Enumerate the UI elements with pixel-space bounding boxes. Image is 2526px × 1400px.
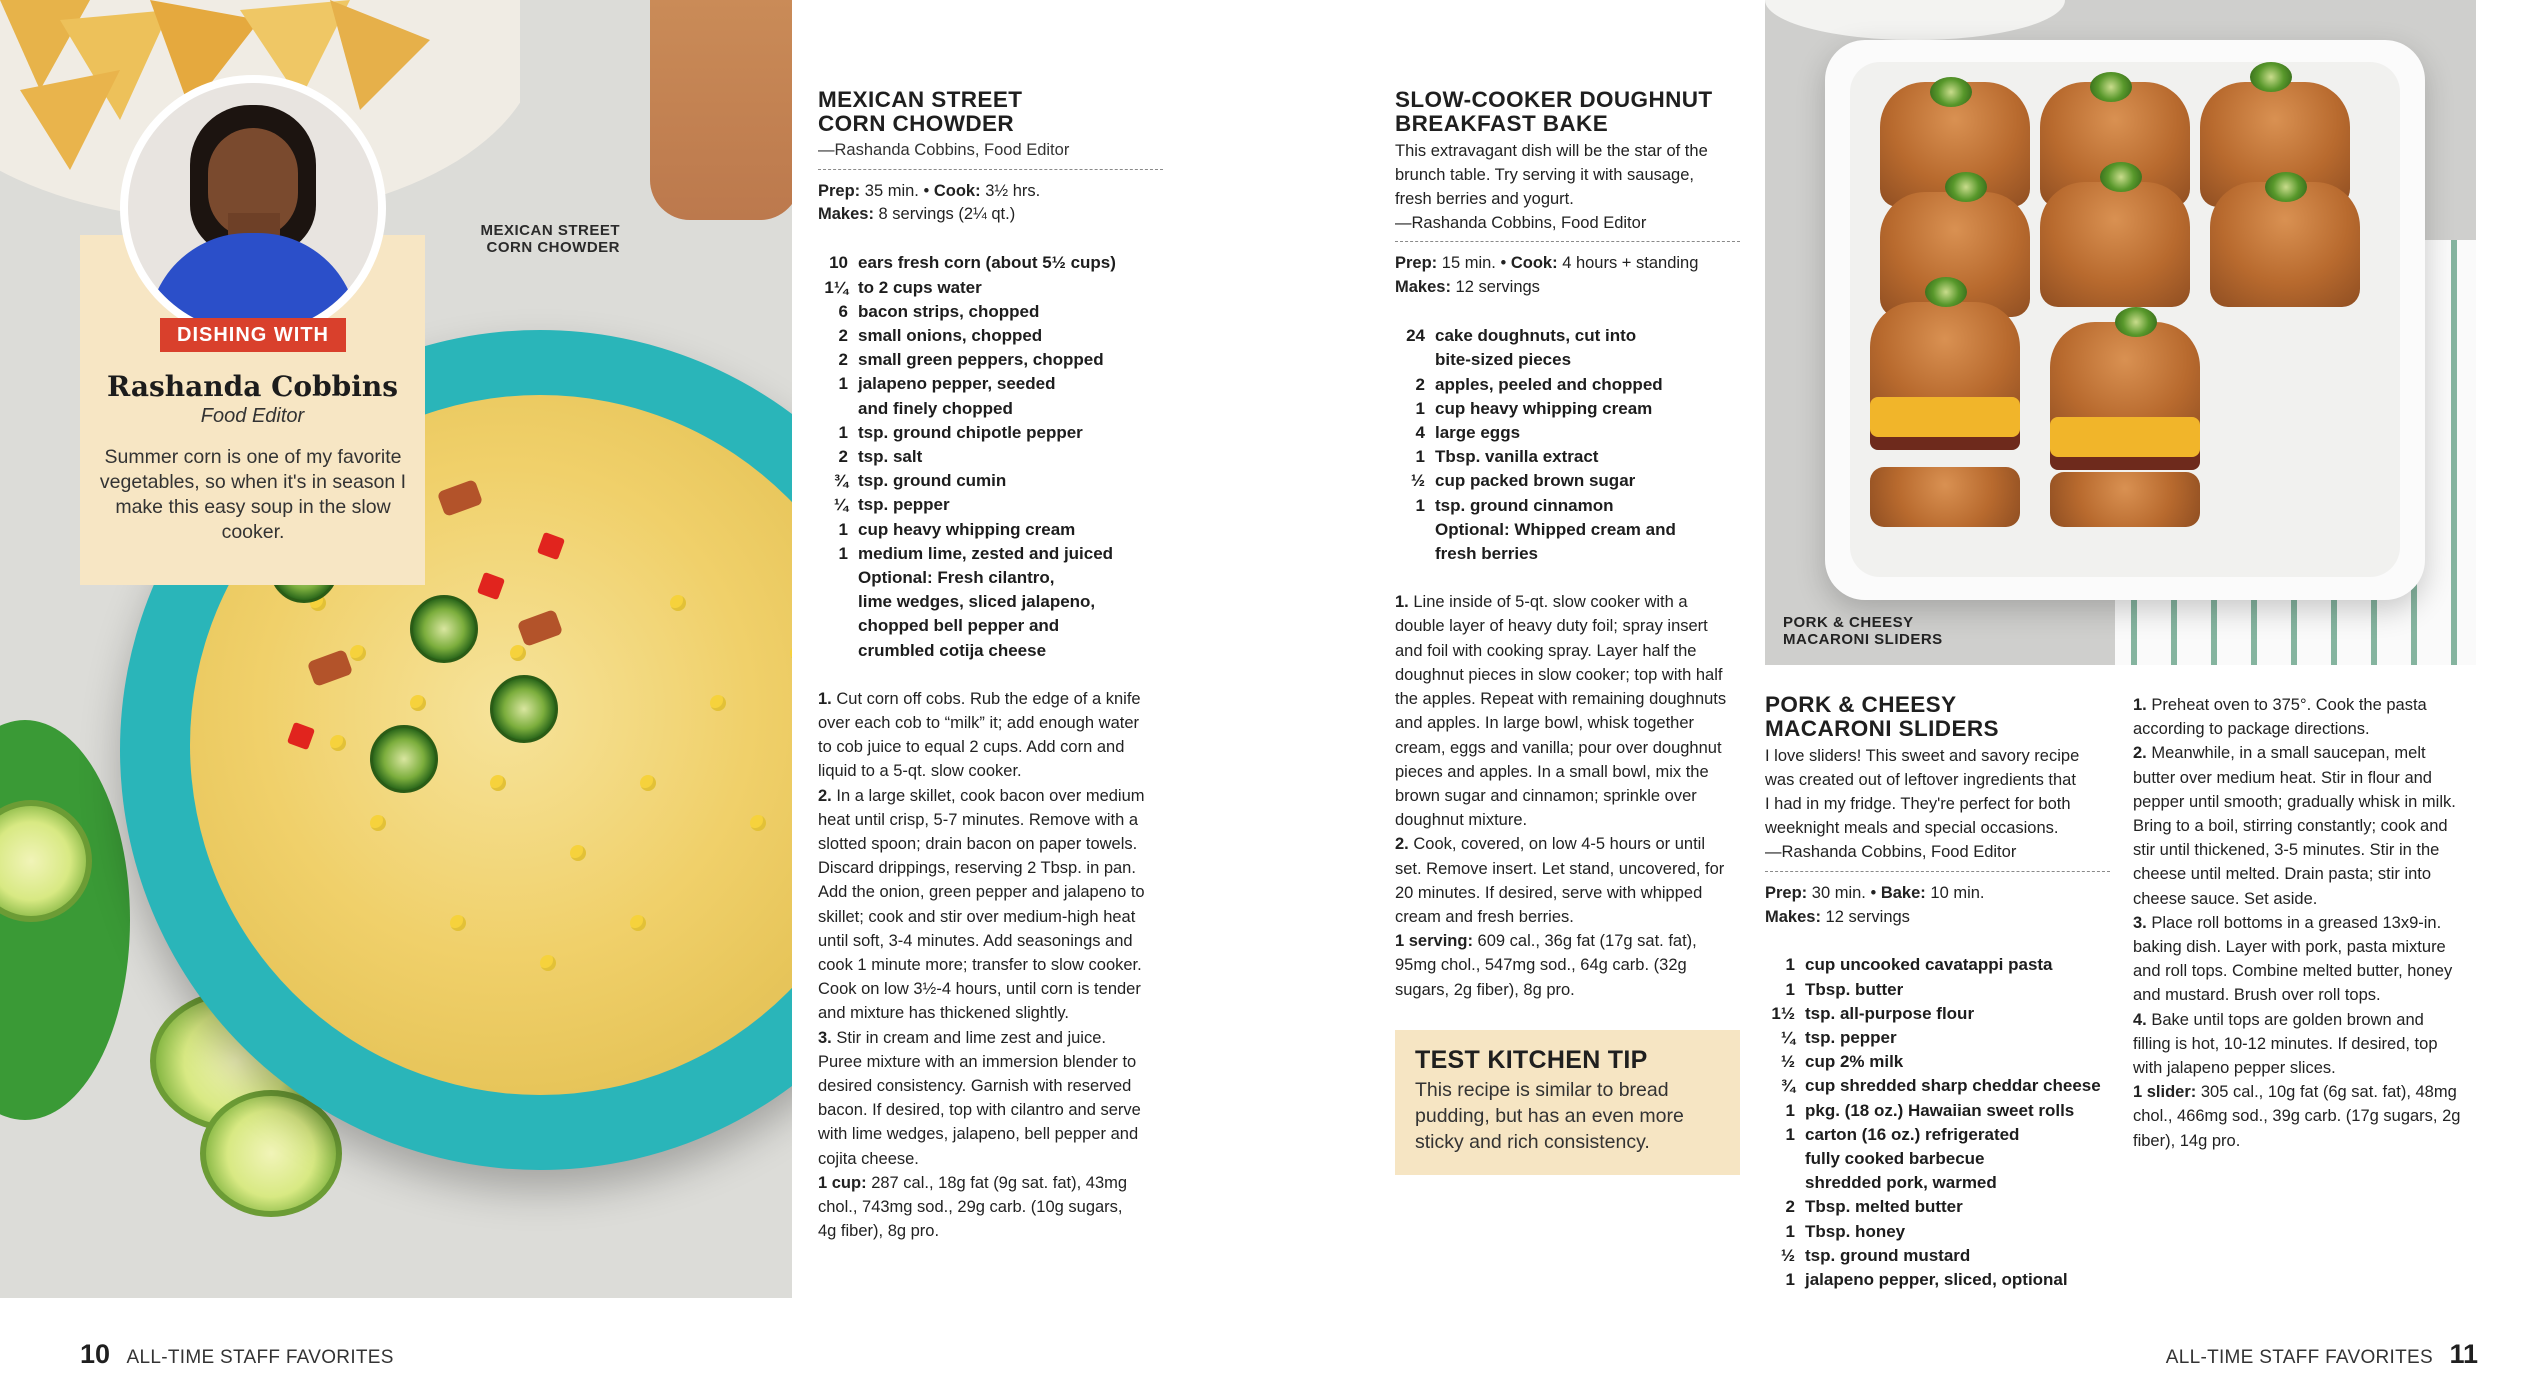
step-line bbox=[818, 856, 1163, 880]
recipe-steps bbox=[2133, 693, 2478, 1080]
step-text: 20 minutes. If desired, serve with whipped bbox=[1395, 883, 1703, 902]
ingredient-qty: ¼ bbox=[833, 495, 848, 515]
step-text: Cook, covered, on low 4-5 hours or until bbox=[1413, 835, 1706, 854]
recipe-pork-sliders bbox=[1765, 693, 2110, 1292]
ingredient-text: crumbled cotija cheese bbox=[858, 640, 1047, 660]
ingredient-text: cup heavy whipping cream bbox=[858, 519, 1076, 539]
ingredient-qty: ½ bbox=[1780, 1245, 1795, 1265]
step-line bbox=[1395, 857, 1740, 881]
ingredient-qty bbox=[1765, 1147, 1805, 1171]
editor-name: Rashanda Cobbins bbox=[106, 370, 399, 403]
ingredient-row bbox=[1765, 1002, 2125, 1026]
divider bbox=[1765, 871, 2110, 872]
step-line bbox=[818, 687, 1163, 711]
recipe-pork-sliders-directions bbox=[2133, 693, 2478, 1153]
step-line bbox=[818, 1098, 1163, 1122]
ingredient-row bbox=[818, 276, 1163, 300]
ingredient-qty: 1 bbox=[1785, 979, 1795, 999]
step-line bbox=[2133, 1008, 2478, 1032]
avatar bbox=[128, 83, 378, 333]
ingredient-text: carton (16 oz.) refrigerated bbox=[1805, 1124, 2020, 1144]
step-text: double layer of heavy duty foil; spray insert bbox=[1395, 617, 1708, 636]
ingredient-row bbox=[1765, 1244, 2125, 1268]
step-line bbox=[1395, 832, 1740, 856]
ingredient-list bbox=[1765, 953, 2125, 1292]
ingredient-qty bbox=[818, 639, 858, 663]
ingredient-qty: 4 bbox=[1415, 423, 1425, 443]
page-number: 10 bbox=[80, 1339, 111, 1369]
ingredient-qty: 1¼ bbox=[824, 277, 848, 297]
step-line bbox=[1395, 614, 1740, 638]
ingredient-qty bbox=[1395, 518, 1435, 542]
step-line bbox=[818, 977, 1163, 1001]
dishing-with-badge: DISHING WITH bbox=[160, 318, 346, 352]
step-line bbox=[1395, 881, 1740, 905]
ingredient-qty: 1 bbox=[838, 422, 848, 442]
ingredient-text: and finely chopped bbox=[858, 398, 1013, 418]
ingredient-text: Tbsp. melted butter bbox=[1805, 1197, 1963, 1217]
ingredient-row bbox=[1395, 373, 1740, 397]
ingredient-text: cup shredded sharp cheddar cheese bbox=[1805, 1076, 2101, 1096]
ingredient-row bbox=[1765, 1099, 2125, 1123]
step-text: and roll tops. Combine melted butter, honey bbox=[2133, 962, 2453, 981]
ingredient-text: tsp. salt bbox=[858, 446, 923, 466]
step-text: filling is hot, 10-12 minutes. If desired, top bbox=[2133, 1034, 2438, 1053]
step-line bbox=[818, 953, 1163, 977]
ingredient-text: Optional: Fresh cilantro, bbox=[858, 568, 1055, 587]
ingredient-text: fresh berries bbox=[1435, 544, 1538, 564]
step-line bbox=[1395, 711, 1740, 735]
step-text: doughnut pieces in slow cooker; top with half bbox=[1395, 665, 1723, 684]
ingredient-row bbox=[1765, 1026, 2125, 1050]
ingredient-row bbox=[1395, 397, 1740, 421]
ingredient-row bbox=[818, 639, 1163, 663]
step-text: doughnut mixture. bbox=[1395, 811, 1528, 830]
recipe-corn-chowder bbox=[818, 88, 1163, 1243]
step-text: In a large skillet, cook bacon over medium bbox=[836, 786, 1145, 805]
step-line bbox=[818, 1122, 1163, 1146]
step-line bbox=[2133, 741, 2478, 765]
step-line bbox=[2133, 766, 2478, 790]
ingredient-qty: 2 bbox=[838, 446, 848, 466]
ingredient-row bbox=[818, 251, 1163, 275]
step-text: cojita cheese. bbox=[818, 1149, 919, 1168]
step-line bbox=[1395, 760, 1740, 784]
step-text: Place roll bottoms in a greased 13x9-in. bbox=[2151, 913, 2442, 932]
ingredient-qty: 2 bbox=[1415, 374, 1425, 394]
ingredient-text: to 2 cups water bbox=[858, 277, 982, 297]
ingredient-text: cup 2% milk bbox=[1805, 1052, 1904, 1072]
recipe-intro: I love sliders! This sweet and savory recipe was created out of leftover ingredients that I had in my fridge. They're perfect for both weeknight meals and special occasions. —Rashanda Cobbins, Food Editor bbox=[1765, 746, 2080, 862]
step-line bbox=[818, 905, 1163, 929]
tip-text: This recipe is similar to bread pudding, but has an even more sticky and rich consistency. bbox=[1415, 1079, 1684, 1153]
recipe-title: MEXICAN STREET CORN CHOWDER bbox=[818, 87, 1023, 137]
step-line bbox=[818, 1001, 1163, 1025]
ingredient-row bbox=[1765, 1171, 2125, 1195]
step-text: cheese sauce. Set aside. bbox=[2133, 889, 2318, 908]
step-text: Cut corn off cobs. Rub the edge of a knife bbox=[836, 689, 1141, 708]
step-text: pepper until smooth; gradually whisk in milk. bbox=[2133, 792, 2456, 811]
ingredient-qty bbox=[1395, 348, 1435, 372]
ingredient-text: shredded pork, warmed bbox=[1805, 1173, 1997, 1193]
footer-right bbox=[2166, 1339, 2478, 1370]
step-text: and foil with cooking spray. Layer half the bbox=[1395, 641, 1697, 660]
step-text: baking dish. Layer with pork, pasta mixture bbox=[2133, 938, 2446, 957]
ingredient-row bbox=[1765, 1195, 2125, 1219]
ingredient-qty: 2 bbox=[838, 350, 848, 370]
step-line bbox=[818, 832, 1163, 856]
step-line bbox=[2133, 693, 2478, 717]
ingredient-text: cup packed brown sugar bbox=[1435, 471, 1636, 491]
tip-title: TEST KITCHEN TIP bbox=[1415, 1046, 1648, 1074]
step-line bbox=[2133, 790, 2478, 814]
step-text: and mustard. Brush over roll tops. bbox=[2133, 986, 2381, 1005]
step-number: 1. bbox=[818, 689, 832, 708]
ingredient-qty: 1½ bbox=[1771, 1003, 1795, 1023]
editor-quote: Summer corn is one of my favorite vegetables, so when it's in season I make this easy soup in the slow cooker. bbox=[99, 446, 407, 543]
ingredient-text: tsp. ground cumin bbox=[858, 471, 1007, 491]
step-text: brown sugar and cinnamon; sprinkle over bbox=[1395, 786, 1697, 805]
ingredient-row bbox=[1765, 978, 2125, 1002]
step-line bbox=[2133, 814, 2478, 838]
ingredient-list bbox=[818, 251, 1163, 662]
ingredient-text: tsp. ground chipotle pepper bbox=[858, 422, 1083, 442]
ingredient-qty: 2 bbox=[1785, 1197, 1795, 1217]
ingredient-row bbox=[1765, 1268, 2125, 1292]
ingredient-row bbox=[818, 566, 1163, 590]
step-text: and apples. In large bowl, whisk together bbox=[1395, 714, 1695, 733]
ingredient-qty: ¾ bbox=[833, 471, 848, 491]
ingredient-row bbox=[818, 614, 1163, 638]
step-text: with lime wedges, jalapeno, bell pepper and bbox=[818, 1125, 1139, 1144]
ingredient-qty: 10 bbox=[829, 253, 848, 273]
ingredient-row bbox=[1395, 494, 1740, 518]
ingredient-row bbox=[1395, 518, 1740, 542]
ingredient-text: bacon strips, chopped bbox=[858, 301, 1040, 321]
step-number: 1. bbox=[1395, 593, 1409, 612]
step-line bbox=[1395, 736, 1740, 760]
divider bbox=[1395, 241, 1740, 242]
ingredient-text: tsp. pepper bbox=[858, 495, 950, 515]
ingredient-row bbox=[1765, 953, 2125, 977]
step-text: cook 1 minute more; transfer to slow cooker. bbox=[818, 956, 1142, 975]
ingredient-qty: 1 bbox=[1785, 955, 1795, 975]
ingredient-text: Tbsp. honey bbox=[1805, 1221, 1906, 1241]
ingredient-text: apples, peeled and chopped bbox=[1435, 374, 1663, 394]
step-text: bacon. If desired, top with cilantro and serve bbox=[818, 1101, 1141, 1120]
ingredient-row bbox=[818, 421, 1163, 445]
ingredient-qty: 1 bbox=[1415, 398, 1425, 418]
recipe-title: SLOW-COOKER DOUGHNUT BREAKFAST BAKE bbox=[1395, 87, 1713, 137]
ingredient-text: Tbsp. butter bbox=[1805, 979, 1904, 999]
step-number: 3. bbox=[2133, 913, 2147, 932]
step-number: 4. bbox=[2133, 1010, 2147, 1029]
step-text: cheese until melted. Drain pasta; stir into bbox=[2133, 865, 2432, 884]
step-line bbox=[818, 1026, 1163, 1050]
ingredient-qty: 1 bbox=[838, 374, 848, 394]
ingredient-qty: 1 bbox=[1415, 495, 1425, 515]
ingredient-text: tsp. ground mustard bbox=[1805, 1245, 1971, 1265]
ingredient-text: Optional: Whipped cream and bbox=[1435, 519, 1676, 539]
step-number: 3. bbox=[818, 1028, 832, 1047]
step-line bbox=[818, 735, 1163, 759]
ingredient-row bbox=[1395, 348, 1740, 372]
step-text: the apples. Repeat with remaining doughnuts bbox=[1395, 690, 1727, 709]
recipe-meta: Prep: 30 min. • Bake: 10 min. Makes: 12 servings bbox=[1765, 883, 1985, 926]
ingredient-text: cup heavy whipping cream bbox=[1435, 398, 1653, 418]
step-line bbox=[818, 784, 1163, 808]
step-line bbox=[818, 759, 1163, 783]
footer-label: ALL-TIME STAFF FAVORITES bbox=[126, 1347, 394, 1368]
step-text: and mixture has thickened slightly. bbox=[818, 1004, 1069, 1023]
recipe-title: PORK & CHEESY MACARONI SLIDERS bbox=[1765, 692, 1999, 742]
ingredient-row bbox=[818, 445, 1163, 469]
ingredient-row bbox=[1765, 1050, 2125, 1074]
sliders-photo bbox=[1765, 0, 2476, 665]
step-text: Cook on low 3½-4 hours, until corn is tender bbox=[818, 980, 1141, 999]
nutrition-facts: 1 serving: 609 cal., 36g fat (17g sat. fat), 95mg chol., 547mg sod., 64g carb. (32g sugars, 2g fiber), 8g pro. bbox=[1395, 932, 1697, 999]
ingredient-qty bbox=[818, 614, 858, 638]
step-text: to cob juice to equal 2 cups. Add corn and bbox=[818, 738, 1125, 757]
ingredient-qty: 1 bbox=[1785, 1124, 1795, 1144]
step-line bbox=[1395, 808, 1740, 832]
step-text: Bake until tops are golden brown and bbox=[2151, 1010, 2424, 1029]
step-line bbox=[2133, 959, 2478, 983]
step-line bbox=[1395, 784, 1740, 808]
ingredient-row bbox=[1395, 445, 1740, 469]
editor-role: Food Editor bbox=[200, 405, 305, 427]
step-text: cream and fresh berries. bbox=[1395, 907, 1574, 926]
step-text: Preheat oven to 375°. Cook the pasta bbox=[2151, 696, 2427, 714]
ingredient-row bbox=[1395, 324, 1740, 348]
step-line bbox=[2133, 838, 2478, 862]
ingredient-qty: 1 bbox=[838, 543, 848, 563]
step-text: cream, eggs and vanilla; pour over doughnut bbox=[1395, 738, 1722, 757]
step-text: desired consistency. Garnish with reserved bbox=[818, 1077, 1132, 1096]
recipe-doughnut-bake bbox=[1395, 88, 1740, 1002]
ingredient-text: bite-sized pieces bbox=[1435, 350, 1572, 370]
step-text: Meanwhile, in a small saucepan, melt bbox=[2151, 744, 2426, 763]
ingredient-text: tsp. ground cinnamon bbox=[1435, 495, 1614, 515]
recipe-steps bbox=[818, 687, 1163, 1171]
ingredient-qty bbox=[1765, 1171, 1805, 1195]
step-line bbox=[1395, 663, 1740, 687]
ingredient-qty bbox=[818, 566, 858, 590]
ingredient-row bbox=[1765, 1074, 2125, 1098]
step-text: Discard drippings, reserving 2 Tbsp. in pan. bbox=[818, 859, 1136, 878]
step-text: until soft, 3-4 minutes. Add seasonings and bbox=[818, 931, 1133, 950]
ingredient-row bbox=[818, 493, 1163, 517]
footer-label: ALL-TIME STAFF FAVORITES bbox=[2165, 1347, 2433, 1368]
ingredient-qty bbox=[1395, 542, 1435, 566]
recipe-meta: Prep: 35 min. • Cook: 3½ hrs. Makes: 8 servings (2¼ qt.) bbox=[818, 181, 1041, 224]
ingredient-row bbox=[1395, 421, 1740, 445]
ingredient-list bbox=[1395, 324, 1740, 566]
ingredient-text: large eggs bbox=[1435, 423, 1521, 443]
step-number: 2. bbox=[2133, 744, 2147, 763]
step-text: liquid to a 5-qt. slow cooker. bbox=[818, 762, 1022, 781]
step-text: slotted spoon; drain bacon on paper towels. bbox=[818, 835, 1138, 854]
corn-chowder-photo bbox=[0, 0, 792, 1298]
step-text: Puree mixture with an immersion blender to bbox=[818, 1052, 1137, 1071]
step-text: butter over medium heat. Stir in flour and bbox=[2133, 768, 2432, 787]
ingredient-row bbox=[818, 542, 1163, 566]
step-line bbox=[1395, 905, 1740, 929]
photo-caption: PORK & CHEESY MACARONI SLIDERS bbox=[1783, 614, 1943, 649]
step-line bbox=[2133, 983, 2478, 1007]
step-line bbox=[818, 808, 1163, 832]
step-text: over each cob to “milk” it; add enough water bbox=[818, 714, 1140, 733]
ingredient-text: cup uncooked cavatappi pasta bbox=[1805, 955, 2053, 975]
ingredient-qty: 1 bbox=[1785, 1270, 1795, 1290]
photo-caption: MEXICAN STREET CORN CHOWDER bbox=[480, 222, 620, 257]
ingredient-text: fully cooked barbecue bbox=[1805, 1149, 1985, 1169]
step-text: set. Remove insert. Let stand, uncovered, for bbox=[1395, 859, 1725, 878]
ingredient-text: small onions, chopped bbox=[858, 325, 1043, 345]
ingredient-row bbox=[1395, 469, 1740, 493]
ingredient-row bbox=[818, 348, 1163, 372]
step-number: 2. bbox=[1395, 835, 1409, 854]
step-text: Stir in cream and lime zest and juice. bbox=[836, 1028, 1106, 1047]
step-line bbox=[818, 1074, 1163, 1098]
step-text: skillet; cook and stir over medium-high heat bbox=[818, 907, 1136, 926]
ingredient-text: tsp. all-purpose flour bbox=[1805, 1003, 1975, 1023]
ingredient-qty: ½ bbox=[1410, 471, 1425, 491]
ingredient-text: jalapeno pepper, sliced, optional bbox=[1805, 1270, 2068, 1290]
ingredient-qty: 6 bbox=[838, 301, 848, 321]
ingredient-qty: 1 bbox=[1415, 447, 1425, 467]
ingredient-row bbox=[1765, 1123, 2125, 1147]
ingredient-qty bbox=[818, 397, 858, 421]
step-line bbox=[1395, 639, 1740, 663]
ingredient-row bbox=[1765, 1220, 2125, 1244]
ingredient-text: small green peppers, chopped bbox=[858, 350, 1104, 370]
ingredient-text: Tbsp. vanilla extract bbox=[1435, 447, 1599, 467]
ingredient-row bbox=[818, 300, 1163, 324]
step-line bbox=[2133, 1056, 2478, 1080]
divider bbox=[818, 169, 1163, 170]
step-line bbox=[2133, 862, 2478, 886]
ingredient-row bbox=[1765, 1147, 2125, 1171]
step-line bbox=[2133, 1032, 2478, 1056]
ingredient-text: chopped bell pepper and bbox=[858, 616, 1060, 636]
ingredient-row bbox=[818, 469, 1163, 493]
ingredient-text: jalapeno pepper, seeded bbox=[858, 374, 1056, 394]
footer-left bbox=[80, 1339, 394, 1370]
recipe-byline: —Rashanda Cobbins, Food Editor bbox=[818, 140, 1070, 159]
step-line bbox=[818, 929, 1163, 953]
ingredient-row bbox=[1395, 542, 1740, 566]
step-line bbox=[1395, 687, 1740, 711]
recipe-steps bbox=[1395, 590, 1740, 929]
step-text: heat until crisp, 5-7 minutes. Remove with a bbox=[818, 810, 1139, 829]
step-text: Bring to a boil, stirring constantly; cook and bbox=[2133, 817, 2448, 836]
lime-wedge-image bbox=[200, 1090, 342, 1217]
step-text: Add the onion, green pepper and jalapeno to bbox=[818, 883, 1145, 902]
nutrition-facts: 1 cup: 287 cal., 18g fat (9g sat. fat), 43mg chol., 743mg sod., 29g carb. (10g sugars, 4g fiber), 8g pro. bbox=[818, 1173, 1128, 1241]
ingredient-qty: ¾ bbox=[1780, 1076, 1795, 1096]
drink-glass-image bbox=[650, 0, 792, 220]
ingredient-qty: 1 bbox=[1785, 1221, 1795, 1241]
ingredient-text: pkg. (18 oz.) Hawaiian sweet rolls bbox=[1805, 1100, 2075, 1120]
step-text: pieces and apples. In a small bowl, mix the bbox=[1395, 762, 1709, 781]
ingredient-qty: 1 bbox=[1785, 1100, 1795, 1120]
step-line bbox=[1395, 590, 1740, 614]
step-line bbox=[818, 711, 1163, 735]
ingredient-qty: ½ bbox=[1780, 1052, 1795, 1072]
ingredient-text: cake doughnuts, cut into bbox=[1435, 326, 1637, 346]
ingredient-qty: 24 bbox=[1406, 326, 1425, 346]
ingredient-row bbox=[818, 518, 1163, 542]
step-line bbox=[2133, 887, 2478, 911]
ingredient-text: tsp. pepper bbox=[1805, 1028, 1897, 1048]
ingredient-text: ears fresh corn (about 5½ cups) bbox=[858, 253, 1116, 273]
step-number: 2. bbox=[818, 786, 832, 805]
step-line bbox=[2133, 935, 2478, 959]
nutrition-facts: 1 slider: 305 cal., 10g fat (6g sat. fat), 48mg chol., 466mg sod., 39g carb. (17g sugars, 2g fiber), 14g pro. bbox=[2133, 1083, 2461, 1150]
recipe-intro: This extravagant dish will be the star of the brunch table. Try serving it with sausage, fresh berries and yogurt. —Rashanda Cobbins, Food Editor bbox=[1395, 141, 1708, 233]
step-line bbox=[2133, 717, 2478, 741]
recipe-meta: Prep: 15 min. • Cook: 4 hours + standing Makes: 12 servings bbox=[1395, 254, 1699, 297]
step-number: 1. bbox=[2133, 696, 2147, 714]
ingredient-qty: 1 bbox=[838, 519, 848, 539]
ingredient-row bbox=[818, 372, 1163, 396]
step-line bbox=[818, 1050, 1163, 1074]
ingredient-qty bbox=[818, 590, 858, 614]
step-text: stir until thickened, 3-5 minutes. Stir in the bbox=[2133, 841, 2440, 860]
ingredient-qty: 2 bbox=[838, 325, 848, 345]
step-text: Line inside of 5-qt. slow cooker with a bbox=[1413, 593, 1688, 612]
step-line bbox=[818, 1147, 1163, 1171]
ingredient-row bbox=[818, 324, 1163, 348]
step-line bbox=[2133, 911, 2478, 935]
ingredient-qty: ¼ bbox=[1780, 1028, 1795, 1048]
ingredient-text: lime wedges, sliced jalapeno, bbox=[858, 592, 1096, 612]
ingredient-text: medium lime, zested and juiced bbox=[858, 543, 1114, 563]
ingredient-row bbox=[818, 590, 1163, 614]
ingredient-row bbox=[818, 397, 1163, 421]
page-number: 11 bbox=[2449, 1339, 2478, 1369]
step-text: with jalapeno pepper slices. bbox=[2133, 1059, 2336, 1078]
step-line bbox=[818, 880, 1163, 904]
step-text: according to package directions. bbox=[2133, 720, 2370, 739]
